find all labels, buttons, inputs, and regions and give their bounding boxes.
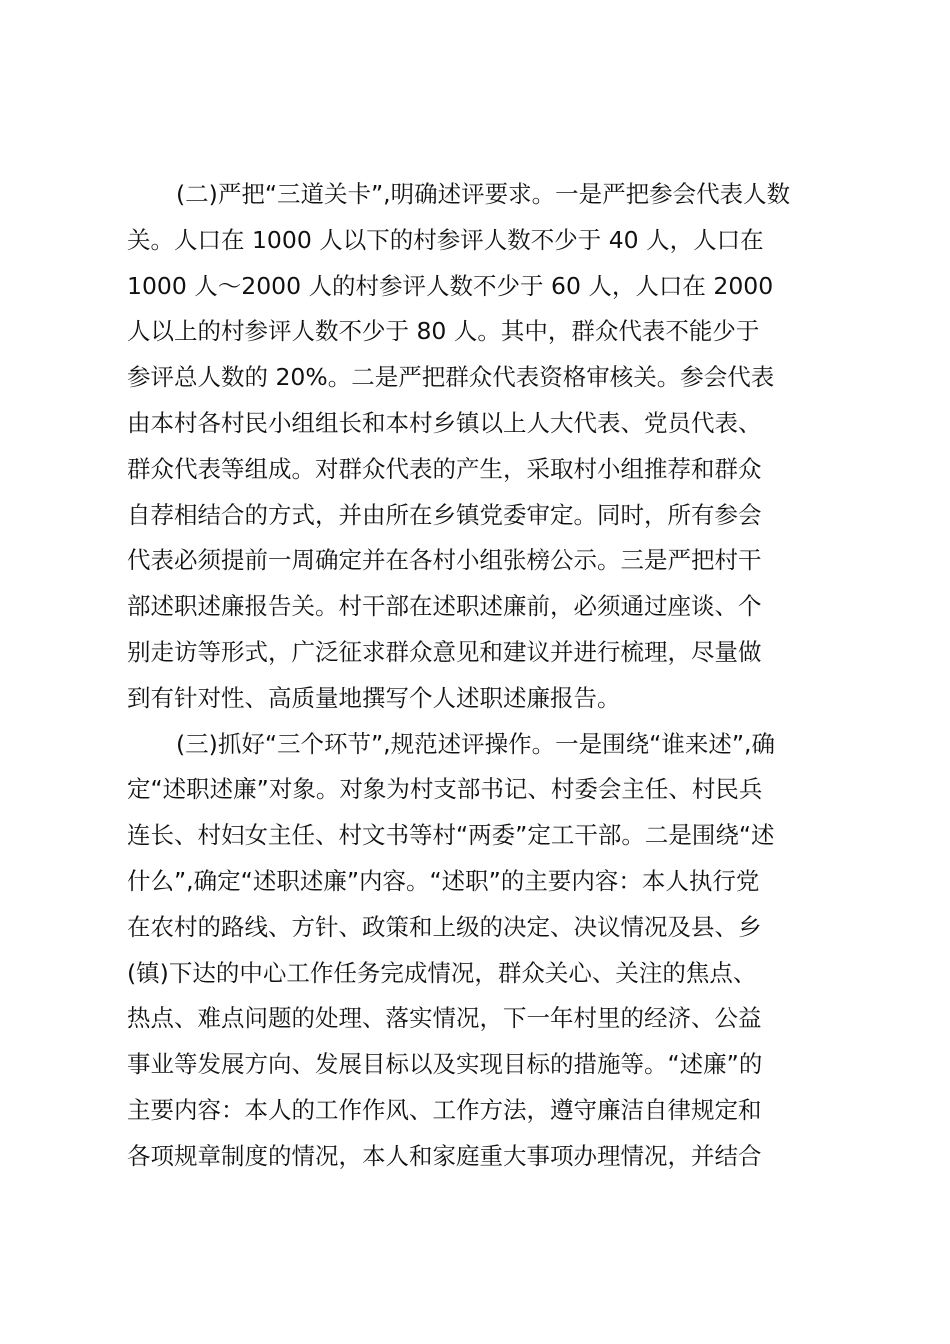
text-line: 什么”,确定“述职述廉”内容。“述职”的主要内容：本人执行党 [127, 866, 760, 895]
text-line: 关。人口在 1000 人以下的村参评人数不少于 40 人，人口在 [127, 225, 764, 254]
text-line: (三)抓好“三个环节”,规范述评操作。一是围绕“谁来述”,确 [176, 729, 775, 758]
paragraph-three-checkpoints [127, 172, 835, 722]
text-line: 自荐相结合的方式，并由所在乡镇党委审定。同时，所有参会 [127, 500, 762, 529]
text-line: 参评总人数的 20%。二是严把群众代表资格审核关。参会代表 [127, 363, 775, 392]
text-line: 群众代表等组成。对群众代表的产生，采取村小组推荐和群众 [127, 454, 762, 483]
text-line: (镇)下达的中心工作任务完成情况，群众关心、关注的焦点、 [127, 958, 757, 987]
text-line: 1000 人～2000 人的村参评人数不少于 60 人，人口在 2000 [127, 271, 774, 300]
document-body [127, 172, 835, 1180]
text-line: 事业等发展方向、发展目标以及实现目标的措施等。“述廉”的 [127, 1050, 763, 1079]
text-line: (二)严把“三道关卡”,明确述评要求。一是严把参会代表人数 [176, 180, 791, 208]
text-line: 主要内容：本人的工作作风、工作方法，遵守廉洁自律规定和 [127, 1095, 762, 1124]
text-line: 连长、村妇女主任、村文书等村“两委”定工干部。二是围绕“述 [127, 821, 775, 850]
text-line: 在农村的路线、方针、政策和上级的决定、决议情况及县、乡 [127, 912, 762, 941]
text-line: 别走访等形式，广泛征求群众意见和建议并进行梳理，尽量做 [127, 637, 762, 666]
text-line: 各项规章制度的情况，本人和家庭重大事项办理情况，并结合 [127, 1141, 762, 1170]
text-line: 定“述职述廉”对象。对象为村支部书记、村委会主任、村民兵 [127, 775, 763, 804]
text-line: 热点、难点问题的处理、落实情况，下一年村里的经济、公益 [127, 1004, 762, 1033]
text-line: 代表必须提前一周确定并在各村小组张榜公示。三是严把村干 [127, 546, 762, 575]
text-line: 到有针对性、高质量地撰写个人述职述廉报告。 [127, 683, 621, 712]
text-line: 人以上的村参评人数不少于 80 人。其中，群众代表不能少于 [127, 317, 760, 346]
text-line: 由本村各村民小组组长和本村乡镇以上人大代表、党员代表、 [127, 408, 762, 437]
paragraph-three-stages [127, 722, 835, 1180]
text-line: 部述职述廉报告关。村干部在述职述廉前，必须通过座谈、个 [127, 592, 762, 621]
